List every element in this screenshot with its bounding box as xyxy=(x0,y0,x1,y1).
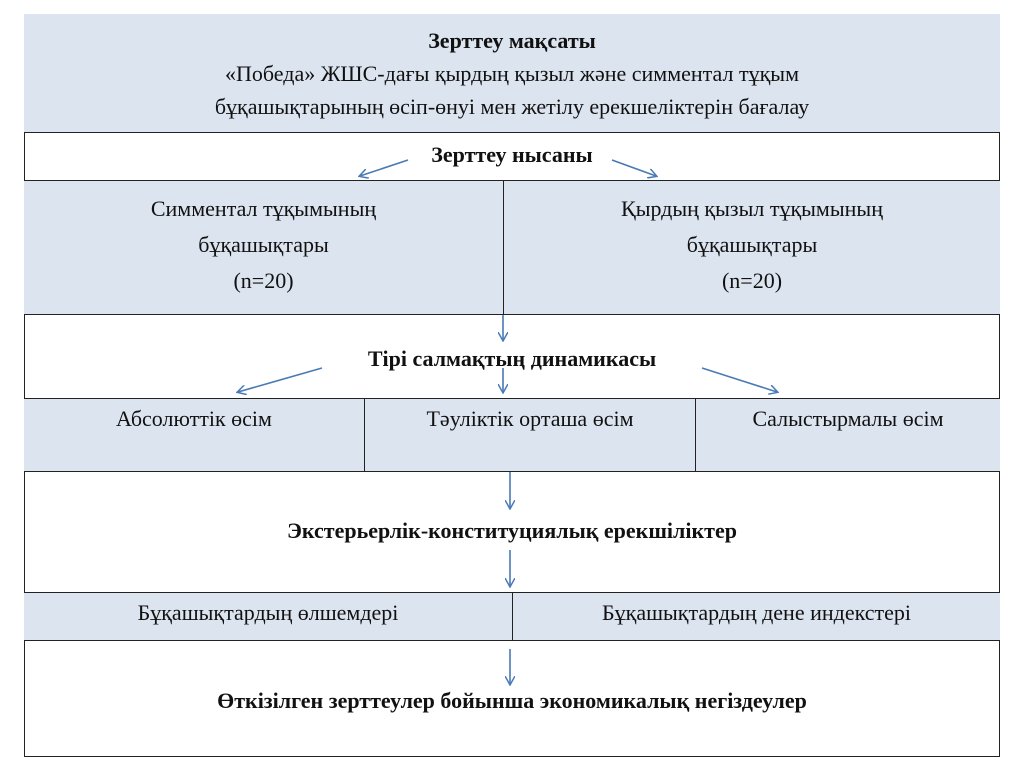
exterior-heading: Экстерьерлік-конституциялық ерекшіліктер xyxy=(286,518,737,543)
goal-text-line1: «Победа» ЖШС-дағы қырдың қызыл және симментал тұқым xyxy=(225,61,799,86)
goal-box xyxy=(24,14,1000,133)
red-steppe-count: (n=20) xyxy=(721,268,783,293)
simmental-line2: бұқашықтары xyxy=(198,232,329,257)
body-indices-label: Бұқашықтардың дене индекстері xyxy=(602,600,911,625)
simmental-count: (n=20) xyxy=(233,268,294,293)
economic-box xyxy=(24,641,1000,757)
body-indices-cell xyxy=(512,593,1000,640)
daily-growth-label: Тәуліктік орташа өсім xyxy=(426,406,634,431)
growth-metrics-row xyxy=(24,399,1000,472)
measurements-label: Бұқашықтардың өлшемдері xyxy=(137,600,399,625)
goal-heading: Зерттеу мақсаты xyxy=(428,28,596,53)
object-heading: Зерттеу нысаны xyxy=(431,142,593,167)
measurements-cell xyxy=(24,593,512,640)
weight-heading: Тірі салмақтың динамикасы xyxy=(367,346,657,371)
absolute-growth-label: Абсолюттік өсім xyxy=(116,406,272,431)
object-heading-box xyxy=(24,133,1000,181)
relative-growth-cell xyxy=(695,399,1000,471)
relative-growth-label: Салыстырмалы өсім xyxy=(752,406,944,431)
absolute-growth-cell xyxy=(24,399,364,471)
simmental-cell xyxy=(24,181,503,314)
economic-heading: Өткізілген зерттеулер бойынша экономикалық негіздеулер xyxy=(217,688,807,713)
daily-growth-cell xyxy=(364,399,695,471)
weight-heading-box xyxy=(24,315,1000,399)
simmental-line1: Симментал тұқымының xyxy=(150,196,377,221)
red-steppe-line2: бұқашықтары xyxy=(686,232,818,257)
red-steppe-cell xyxy=(503,181,1000,314)
exterior-items-row xyxy=(24,593,1000,641)
exterior-heading-box xyxy=(24,472,1000,593)
red-steppe-line1: Қырдың қызыл тұқымының xyxy=(621,196,883,221)
breeds-row xyxy=(24,181,1000,315)
goal-text-line2: бұқашықтарының өсіп-өнуі мен жетілу ерекшеліктерін бағалау xyxy=(214,94,810,119)
